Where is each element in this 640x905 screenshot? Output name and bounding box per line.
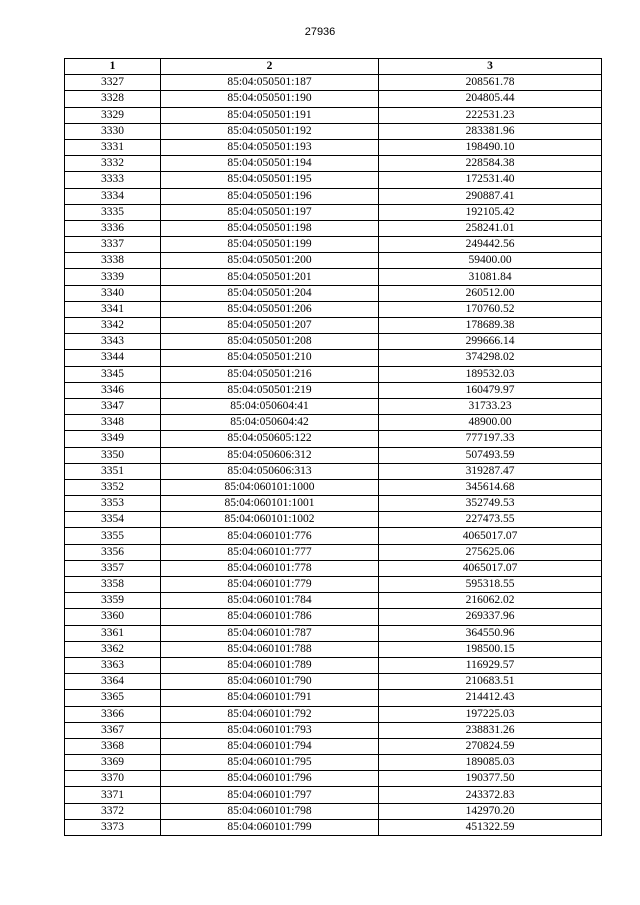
table-row bbox=[65, 188, 602, 204]
row-number-cell: 3337 bbox=[65, 237, 161, 253]
table-row bbox=[65, 431, 602, 447]
row-number-cell: 3365 bbox=[65, 690, 161, 706]
value-cell: 4065017.07 bbox=[379, 560, 602, 576]
table-row bbox=[65, 382, 602, 398]
table-row bbox=[65, 609, 602, 625]
cadastral-number-cell: 85:04:050606:312 bbox=[161, 447, 379, 463]
row-number-cell: 3329 bbox=[65, 107, 161, 123]
table-header-row bbox=[65, 59, 602, 75]
table-row bbox=[65, 803, 602, 819]
row-number-cell: 3367 bbox=[65, 722, 161, 738]
cadastral-number-cell: 85:04:060101:795 bbox=[161, 755, 379, 771]
table-row bbox=[65, 755, 602, 771]
table-row bbox=[65, 204, 602, 220]
table-row bbox=[65, 318, 602, 334]
value-cell: 189532.03 bbox=[379, 366, 602, 382]
cadastral-number-cell: 85:04:050604:41 bbox=[161, 398, 379, 414]
value-cell: 59400.00 bbox=[379, 253, 602, 269]
value-cell: 31081.84 bbox=[379, 269, 602, 285]
table-row bbox=[65, 787, 602, 803]
value-cell: 222531.23 bbox=[379, 107, 602, 123]
row-number-cell: 3338 bbox=[65, 253, 161, 269]
table-row bbox=[65, 593, 602, 609]
value-cell: 228584.38 bbox=[379, 156, 602, 172]
value-cell: 172531.40 bbox=[379, 172, 602, 188]
table-row bbox=[65, 334, 602, 350]
value-cell: 283381.96 bbox=[379, 123, 602, 139]
table-row bbox=[65, 625, 602, 641]
value-cell: 258241.01 bbox=[379, 220, 602, 236]
value-cell: 210683.51 bbox=[379, 674, 602, 690]
cadastral-number-cell: 85:04:050605:122 bbox=[161, 431, 379, 447]
table-row bbox=[65, 738, 602, 754]
row-number-cell: 3344 bbox=[65, 350, 161, 366]
row-number-cell: 3335 bbox=[65, 204, 161, 220]
cadastral-number-cell: 85:04:050501:210 bbox=[161, 350, 379, 366]
value-cell: 595318.55 bbox=[379, 577, 602, 593]
table-row bbox=[65, 415, 602, 431]
table-row bbox=[65, 91, 602, 107]
cadastral-number-cell: 85:04:060101:776 bbox=[161, 528, 379, 544]
value-cell: 243372.83 bbox=[379, 787, 602, 803]
cadastral-number-cell: 85:04:050501:204 bbox=[161, 285, 379, 301]
row-number-cell: 3355 bbox=[65, 528, 161, 544]
cadastral-number-cell: 85:04:060101:792 bbox=[161, 706, 379, 722]
value-cell: 275625.06 bbox=[379, 544, 602, 560]
row-number-cell: 3350 bbox=[65, 447, 161, 463]
row-number-cell: 3340 bbox=[65, 285, 161, 301]
value-cell: 270824.59 bbox=[379, 738, 602, 754]
value-cell: 4065017.07 bbox=[379, 528, 602, 544]
row-number-cell: 3341 bbox=[65, 301, 161, 317]
table-row bbox=[65, 560, 602, 576]
value-cell: 192105.42 bbox=[379, 204, 602, 220]
row-number-cell: 3348 bbox=[65, 415, 161, 431]
value-cell: 269337.96 bbox=[379, 609, 602, 625]
table-row bbox=[65, 156, 602, 172]
cadastral-number-cell: 85:04:050501:219 bbox=[161, 382, 379, 398]
row-number-cell: 3336 bbox=[65, 220, 161, 236]
cadastral-number-cell: 85:04:050501:191 bbox=[161, 107, 379, 123]
value-cell: 208561.78 bbox=[379, 75, 602, 91]
value-cell: 290887.41 bbox=[379, 188, 602, 204]
cadastral-number-cell: 85:04:060101:798 bbox=[161, 803, 379, 819]
row-number-cell: 3333 bbox=[65, 172, 161, 188]
row-number-cell: 3357 bbox=[65, 560, 161, 576]
cadastral-number-cell: 85:04:050501:195 bbox=[161, 172, 379, 188]
row-number-cell: 3362 bbox=[65, 641, 161, 657]
table-row bbox=[65, 641, 602, 657]
value-cell: 198490.10 bbox=[379, 139, 602, 155]
row-number-cell: 3342 bbox=[65, 318, 161, 334]
row-number-cell: 3368 bbox=[65, 738, 161, 754]
table-row bbox=[65, 479, 602, 495]
cadastral-number-cell: 85:04:060101:777 bbox=[161, 544, 379, 560]
cadastral-number-cell: 85:04:050501:193 bbox=[161, 139, 379, 155]
value-cell: 319287.47 bbox=[379, 463, 602, 479]
value-cell: 345614.68 bbox=[379, 479, 602, 495]
cadastral-number-cell: 85:04:050606:313 bbox=[161, 463, 379, 479]
value-cell: 249442.56 bbox=[379, 237, 602, 253]
table-row bbox=[65, 285, 602, 301]
row-number-cell: 3372 bbox=[65, 803, 161, 819]
table-row bbox=[65, 528, 602, 544]
cadastral-number-cell: 85:04:050501:216 bbox=[161, 366, 379, 382]
row-number-cell: 3345 bbox=[65, 366, 161, 382]
table-row bbox=[65, 237, 602, 253]
table-row bbox=[65, 350, 602, 366]
table-row bbox=[65, 577, 602, 593]
row-number-cell: 3369 bbox=[65, 755, 161, 771]
value-cell: 299666.14 bbox=[379, 334, 602, 350]
table-row bbox=[65, 674, 602, 690]
table-row bbox=[65, 366, 602, 382]
table-row bbox=[65, 107, 602, 123]
cadastral-number-cell: 85:04:060101:778 bbox=[161, 560, 379, 576]
value-cell: 374298.02 bbox=[379, 350, 602, 366]
value-cell: 190377.50 bbox=[379, 771, 602, 787]
page-number: 27936 bbox=[304, 26, 336, 38]
cadastral-number-cell: 85:04:050501:192 bbox=[161, 123, 379, 139]
value-cell: 214412.43 bbox=[379, 690, 602, 706]
table-row bbox=[65, 253, 602, 269]
row-number-cell: 3346 bbox=[65, 382, 161, 398]
cadastral-number-cell: 85:04:050501:196 bbox=[161, 188, 379, 204]
cadastral-number-cell: 85:04:050604:42 bbox=[161, 415, 379, 431]
cadastral-number-cell: 85:04:060101:779 bbox=[161, 577, 379, 593]
value-cell: 116929.57 bbox=[379, 657, 602, 673]
cadastral-number-cell: 85:04:060101:796 bbox=[161, 771, 379, 787]
value-cell: 48900.00 bbox=[379, 415, 602, 431]
row-number-cell: 3363 bbox=[65, 657, 161, 673]
table-row bbox=[65, 398, 602, 414]
row-number-cell: 3327 bbox=[65, 75, 161, 91]
registry-table bbox=[64, 58, 602, 836]
row-number-cell: 3364 bbox=[65, 674, 161, 690]
row-number-cell: 3353 bbox=[65, 496, 161, 512]
row-number-cell: 3332 bbox=[65, 156, 161, 172]
value-cell: 238831.26 bbox=[379, 722, 602, 738]
table-row bbox=[65, 512, 602, 528]
table-row bbox=[65, 75, 602, 91]
row-number-cell: 3370 bbox=[65, 771, 161, 787]
cadastral-number-cell: 85:04:050501:194 bbox=[161, 156, 379, 172]
value-cell: 170760.52 bbox=[379, 301, 602, 317]
row-number-cell: 3331 bbox=[65, 139, 161, 155]
column-header-3: 3 bbox=[379, 59, 602, 75]
cadastral-number-cell: 85:04:060101:1002 bbox=[161, 512, 379, 528]
table-row bbox=[65, 706, 602, 722]
table-row bbox=[65, 463, 602, 479]
row-number-cell: 3356 bbox=[65, 544, 161, 560]
row-number-cell: 3351 bbox=[65, 463, 161, 479]
value-cell: 198500.15 bbox=[379, 641, 602, 657]
table-row bbox=[65, 722, 602, 738]
cadastral-number-cell: 85:04:050501:187 bbox=[161, 75, 379, 91]
cadastral-number-cell: 85:04:050501:207 bbox=[161, 318, 379, 334]
value-cell: 451322.59 bbox=[379, 819, 602, 835]
cadastral-number-cell: 85:04:050501:201 bbox=[161, 269, 379, 285]
cadastral-number-cell: 85:04:060101:787 bbox=[161, 625, 379, 641]
cadastral-number-cell: 85:04:060101:794 bbox=[161, 738, 379, 754]
cadastral-number-cell: 85:04:060101:784 bbox=[161, 593, 379, 609]
row-number-cell: 3347 bbox=[65, 398, 161, 414]
row-number-cell: 3339 bbox=[65, 269, 161, 285]
row-number-cell: 3349 bbox=[65, 431, 161, 447]
value-cell: 777197.33 bbox=[379, 431, 602, 447]
value-cell: 31733.23 bbox=[379, 398, 602, 414]
table-row bbox=[65, 269, 602, 285]
cadastral-number-cell: 85:04:060101:790 bbox=[161, 674, 379, 690]
value-cell: 178689.38 bbox=[379, 318, 602, 334]
column-header-1: 1 bbox=[65, 59, 161, 75]
cadastral-number-cell: 85:04:060101:789 bbox=[161, 657, 379, 673]
cadastral-number-cell: 85:04:050501:200 bbox=[161, 253, 379, 269]
table-row bbox=[65, 819, 602, 835]
cadastral-number-cell: 85:04:060101:793 bbox=[161, 722, 379, 738]
table-row bbox=[65, 220, 602, 236]
cadastral-number-cell: 85:04:050501:206 bbox=[161, 301, 379, 317]
row-number-cell: 3371 bbox=[65, 787, 161, 803]
row-number-cell: 3373 bbox=[65, 819, 161, 835]
row-number-cell: 3359 bbox=[65, 593, 161, 609]
value-cell: 216062.02 bbox=[379, 593, 602, 609]
value-cell: 364550.96 bbox=[379, 625, 602, 641]
value-cell: 197225.03 bbox=[379, 706, 602, 722]
value-cell: 352749.53 bbox=[379, 496, 602, 512]
cadastral-number-cell: 85:04:060101:799 bbox=[161, 819, 379, 835]
table-row bbox=[65, 690, 602, 706]
row-number-cell: 3330 bbox=[65, 123, 161, 139]
table-row bbox=[65, 123, 602, 139]
row-number-cell: 3334 bbox=[65, 188, 161, 204]
value-cell: 260512.00 bbox=[379, 285, 602, 301]
value-cell: 142970.20 bbox=[379, 803, 602, 819]
row-number-cell: 3343 bbox=[65, 334, 161, 350]
table-row bbox=[65, 544, 602, 560]
table-row bbox=[65, 447, 602, 463]
row-number-cell: 3366 bbox=[65, 706, 161, 722]
value-cell: 507493.59 bbox=[379, 447, 602, 463]
table-row bbox=[65, 657, 602, 673]
table-row bbox=[65, 139, 602, 155]
cadastral-number-cell: 85:04:060101:1001 bbox=[161, 496, 379, 512]
value-cell: 160479.97 bbox=[379, 382, 602, 398]
cadastral-number-cell: 85:04:050501:208 bbox=[161, 334, 379, 350]
table-row bbox=[65, 301, 602, 317]
cadastral-number-cell: 85:04:050501:199 bbox=[161, 237, 379, 253]
cadastral-number-cell: 85:04:060101:1000 bbox=[161, 479, 379, 495]
value-cell: 227473.55 bbox=[379, 512, 602, 528]
cadastral-number-cell: 85:04:050501:190 bbox=[161, 91, 379, 107]
cadastral-number-cell: 85:04:050501:198 bbox=[161, 220, 379, 236]
row-number-cell: 3360 bbox=[65, 609, 161, 625]
cadastral-number-cell: 85:04:060101:797 bbox=[161, 787, 379, 803]
table-row bbox=[65, 172, 602, 188]
row-number-cell: 3352 bbox=[65, 479, 161, 495]
cadastral-number-cell: 85:04:060101:786 bbox=[161, 609, 379, 625]
row-number-cell: 3361 bbox=[65, 625, 161, 641]
value-cell: 204805.44 bbox=[379, 91, 602, 107]
value-cell: 189085.03 bbox=[379, 755, 602, 771]
table-row bbox=[65, 771, 602, 787]
row-number-cell: 3358 bbox=[65, 577, 161, 593]
column-header-2: 2 bbox=[161, 59, 379, 75]
row-number-cell: 3354 bbox=[65, 512, 161, 528]
table-body bbox=[65, 75, 602, 836]
table-row bbox=[65, 496, 602, 512]
cadastral-number-cell: 85:04:050501:197 bbox=[161, 204, 379, 220]
row-number-cell: 3328 bbox=[65, 91, 161, 107]
cadastral-number-cell: 85:04:060101:788 bbox=[161, 641, 379, 657]
cadastral-number-cell: 85:04:060101:791 bbox=[161, 690, 379, 706]
